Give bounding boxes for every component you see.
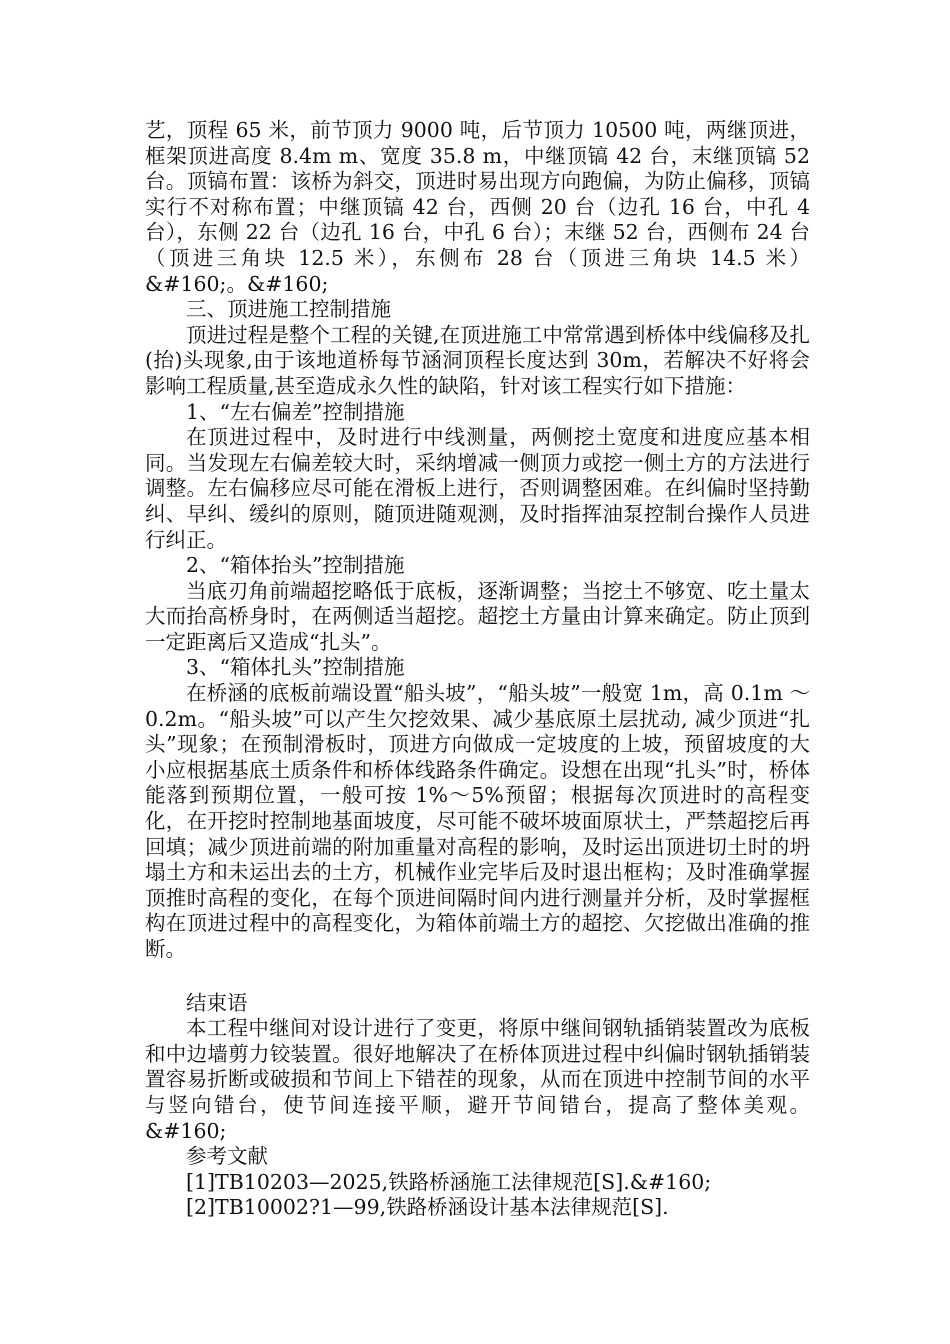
heading-references: 参考文献 [186,1144,268,1169]
heading-box-head-down: 3、“箱体扎头”控制措施 [186,655,405,680]
paragraph-box-head-down: 在桥涵的底板前端设置“船头坡”，“船头坡”一般宽 1m，高 0.1m ～0.2m。“船头坡”可以产生欠挖效果、减少基底原土层扰动, 减少顶进“扎头”现象；在预制滑板时，顶进方向做成一定坡度的上坡，预留坡度的大小应根据基底土质条件和桥体线路条件确定。设想在出现“扎头”时，桥体能落到预期位置，一般可按 1%～5%预留；根据每次顶进时的高程变化，在开挖时控制地基面坡度，尽可能不破坏坡面原状土，严禁超挖后再回填；减少顶进前端的附加重量对高程的影响，及时运出顶进切土时的坍塌土方和未运出去的土方，机械作业完毕后及时退出框构；及时准确掌握顶推时高程的变化，在每个顶进间隔时间内进行测量并分析，及时掌握框构在顶进过程中的高程变化，为箱体前端土方的超挖、欠挖做出准确的推断。 [145,681,810,961]
heading-control-measures: 三、顶进施工控制措施 [186,297,391,322]
paragraph-box-head-up: 当底刃角前端超挖略低于底板，逐渐调整；当挖土不够宽、吃土量太大而抬高桥身时，在两侧适当超挖。超挖土方量由计算来确定。防止顶到一定距离后又造成“扎头”。 [145,578,810,654]
section-spacer [145,963,810,991]
heading-conclusion: 结束语 [186,990,248,1015]
paragraph-jacking-process: 顶进过程是整个工程的关键,在顶进施工中常常遇到桥体中线偏移及扎(抬)头现象,由于该地道桥每节涵洞顶程长度达到 30m，若解决不好将会影响工程质量,甚至造成永久性的缺陷，针对该工程实行如下措施： [145,322,810,398]
heading-lateral-deviation: 1、“左右偏差”控制措施 [186,399,405,424]
document-body [145,118,810,1221]
reference-item: [1]TB10203—2025,铁路桥涵施工法律规范[S].&#160; [186,1169,712,1194]
heading-box-head-up: 2、“箱体抬头”控制措施 [186,553,405,578]
paragraph-conclusion: 本工程中继间对设计进行了变更，将原中继间钢轨插销装置改为底板和中边墙剪力铰装置。很好地解决了在桥体顶进过程中纠偏时钢轨插销装置容易折断或破损和节间上下错茬的现象，从而在顶进中控制节间的水平与竖向错台，使节间连接平顺，避开节间错台，提高了整体美观。&#160; [145,1016,810,1143]
reference-item: [2]TB10002?1—99,铁路桥涵设计基本法律规范[S]. [186,1195,669,1220]
paragraph-jacking-config: 艺，顶程 65 米，前节顶力 9000 吨，后节顶力 10500 吨，两继顶进，框架顶进高度 8.4m m、宽度 35.8 m，中继顶镐 42 台，末继顶镐 52 台。顶镐布置：该桥为斜交，顶进时易出现方向跑偏，为防止偏移，顶镐实行不对称布置；中继顶镐 42 台，西侧 20 台（边孔 16 台，中孔 4 台），东侧 22 台（边孔 16 台，中孔 6 台）；末继 52 台，西侧布 24 台（顶进三角块 12.5 米），东侧布 28 台（顶进三角块 14.5 米）&#160;。&#160; [145,118,810,296]
paragraph-lateral-deviation: 在顶进过程中，及时进行中线测量，两侧挖土宽度和进度应基本相同。当发现左右偏差较大时，采纳增减一侧顶力或挖一侧土方的方法进行调整。左右偏移应尽可能在滑板上进行，否则调整困难。在纠偏时坚持勤纠、早纠、缓纠的原则，随顶进随观测，及时指挥油泵控制台操作人员进行纠正。 [145,425,810,552]
